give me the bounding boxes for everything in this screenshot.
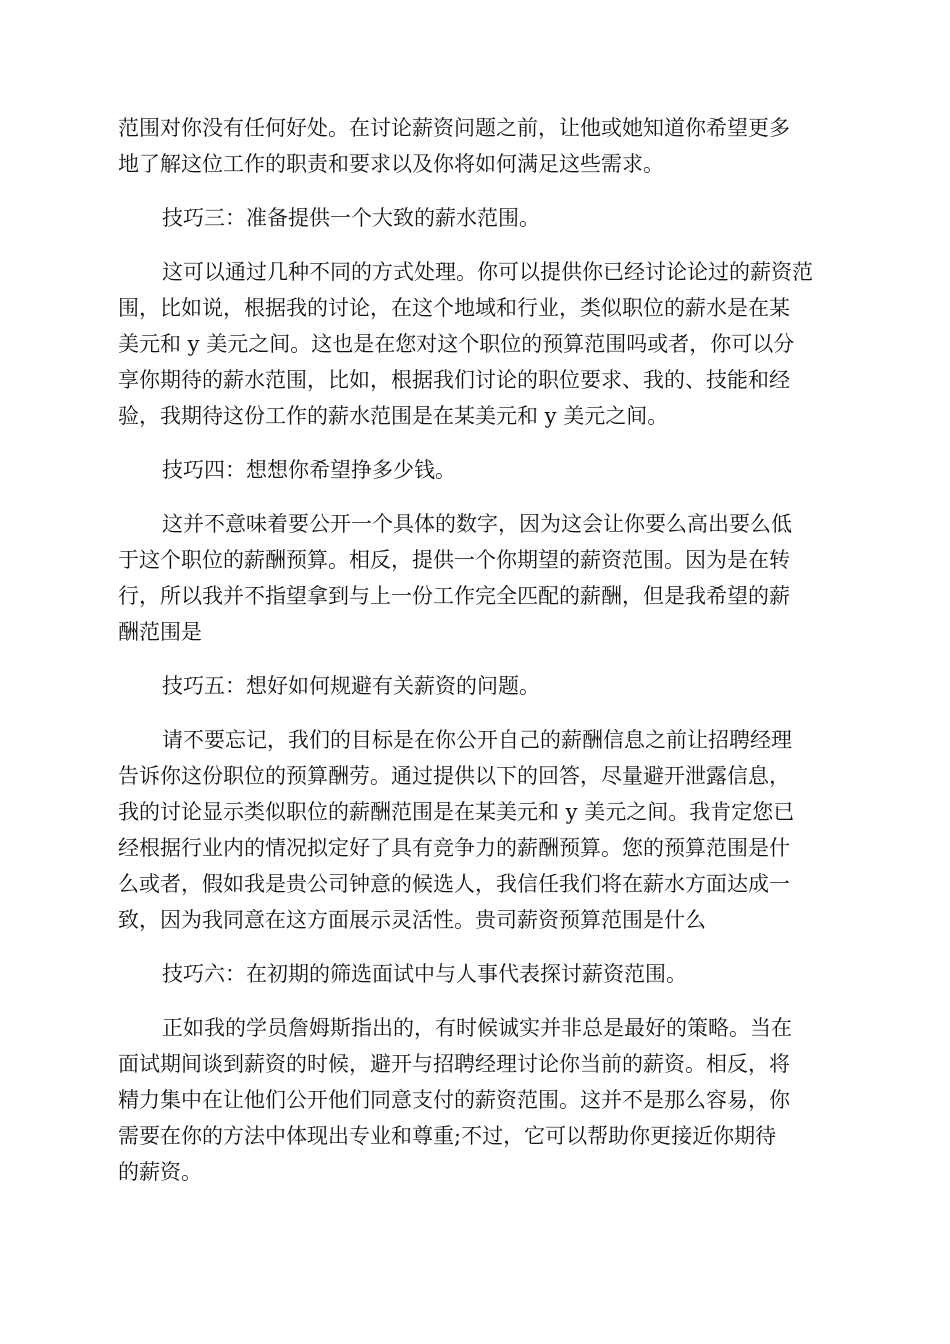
body-line: 验，我期待这份工作的薪水范围是在某美元和 y 美元之间。 <box>118 404 669 428</box>
body-line: 范围对你没有任何好处。在讨论薪资问题之前，让他或她知道你希望更多 <box>118 116 790 140</box>
body-line: 享你期待的薪水范围，比如，根据我们讨论的职位要求、我的、技能和经 <box>118 368 790 392</box>
body-line: 面试期间谈到薪资的时候，避开与招聘经理讨论你当前的薪资。相反，将 <box>118 1052 790 1076</box>
body-line: 这并不意味着要公开一个具体的数字，因为这会让你要么高出要么低 <box>162 512 792 536</box>
body-line: 行，所以我并不指望拿到与上一份工作完全匹配的薪酬，但是我希望的薪 <box>118 584 790 608</box>
section-heading: 技巧六：在初期的筛选面试中与人事代表探讨薪资范围。 <box>162 962 687 986</box>
section-heading: 技巧三：准备提供一个大致的薪水范围。 <box>162 206 540 230</box>
body-line: 地了解这位工作的职责和要求以及你将如何满足这些需求。 <box>118 152 664 176</box>
body-line: 我的讨论显示类似职位的薪酬范围是在某美元和 y 美元之间。我肯定您已 <box>118 800 795 824</box>
body-line: 美元和 y 美元之间。这也是在您对这个职位的预算范围吗或者，你可以分 <box>118 332 795 356</box>
section-heading: 技巧五：想好如何规避有关薪资的问题。 <box>162 674 540 698</box>
body-line: 精力集中在让他们公开他们同意支付的薪资范围。这并不是那么容易，你 <box>118 1088 790 1112</box>
body-line: 围，比如说，根据我的讨论，在这个地域和行业，类似职位的薪水是在某 <box>118 296 790 320</box>
body-line: 告诉你这份职位的预算酬劳。通过提供以下的回答，尽量避开泄露信息， <box>118 764 790 788</box>
body-line: 请不要忘记，我们的目标是在你公开自己的薪酬信息之前让招聘经理 <box>162 728 792 752</box>
body-line: 么或者，假如我是贵公司钟意的候选人，我信任我们将在薪水方面达成一 <box>118 872 790 896</box>
body-line: 致，因为我同意在这方面展示灵活性。贵司薪资预算范围是什么 <box>118 908 706 932</box>
body-line: 酬范围是 <box>118 620 202 644</box>
body-line: 这可以通过几种不同的方式处理。你可以提供你已经讨论论过的薪资范 <box>162 260 813 284</box>
body-line: 的薪资。 <box>118 1160 202 1184</box>
section-heading: 技巧四：想想你希望挣多少钱。 <box>162 458 456 482</box>
body-line: 经根据行业内的情况拟定好了具有竞争力的薪酬预算。您的预算范围是什 <box>118 836 790 860</box>
body-line: 正如我的学员詹姆斯指出的，有时候诚实并非总是最好的策略。当在 <box>162 1016 792 1040</box>
body-line: 需要在你的方法中体现出专业和尊重;不过，它可以帮助你更接近你期待 <box>118 1124 777 1148</box>
body-line: 于这个职位的薪酬预算。相反，提供一个你期望的薪资范围。因为是在转 <box>118 548 790 572</box>
